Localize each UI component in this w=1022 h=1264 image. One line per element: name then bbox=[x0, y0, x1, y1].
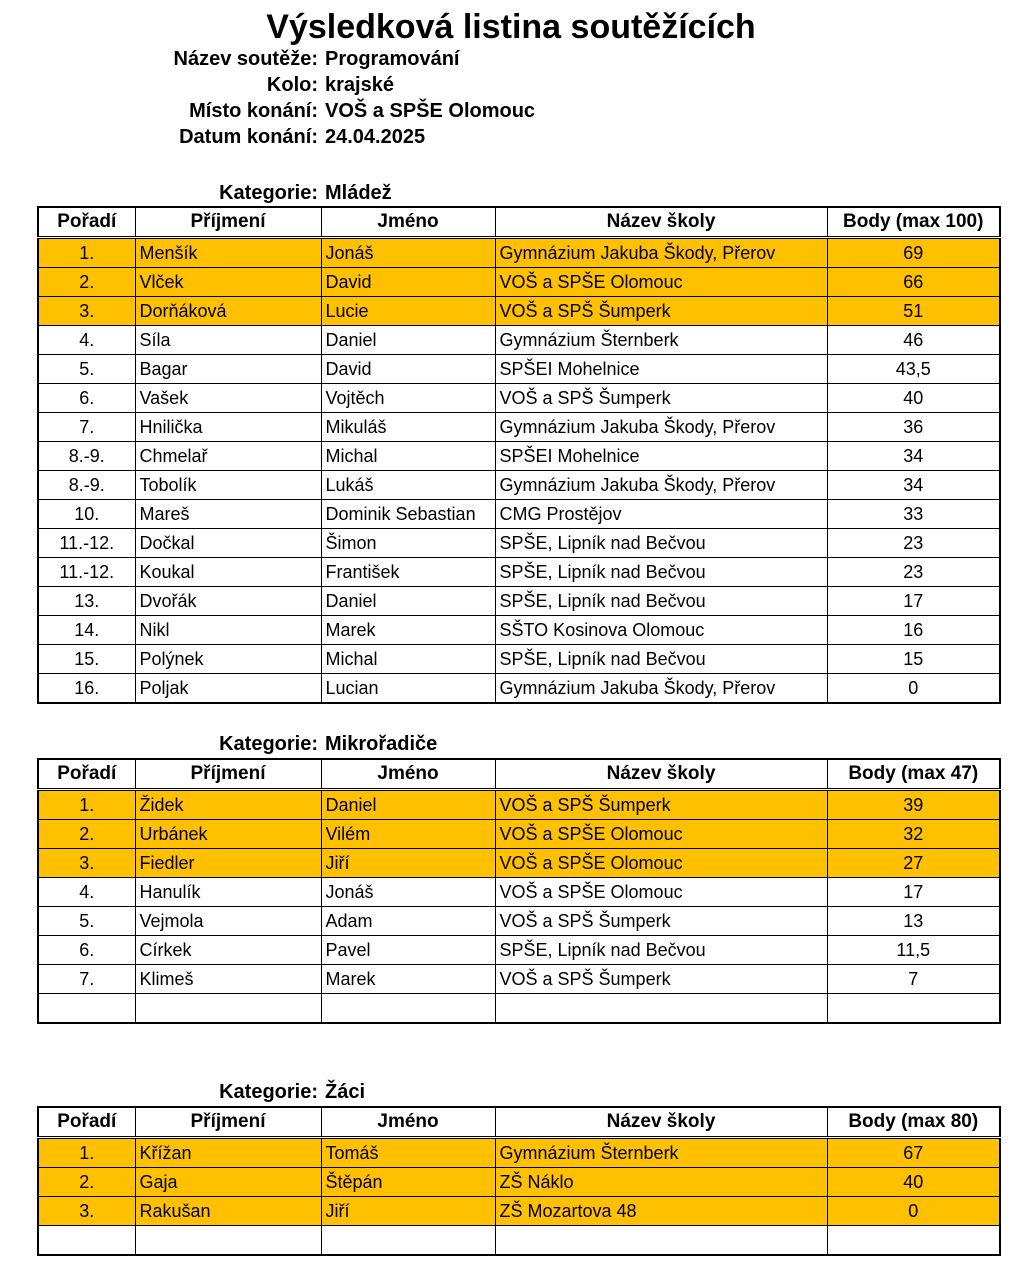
cell-name: Jonáš bbox=[321, 238, 495, 268]
cell-surname: Tobolík bbox=[135, 471, 321, 500]
header-name: Jméno bbox=[321, 1107, 495, 1138]
meta-value: Programování bbox=[325, 48, 460, 70]
cell-school: VOŠ a SPŠ Šumperk bbox=[495, 965, 827, 994]
cell-name: Dominik Sebastian bbox=[321, 500, 495, 529]
cell-rank: 5. bbox=[38, 907, 135, 936]
cell-surname: Vejmola bbox=[135, 907, 321, 936]
category-heading bbox=[0, 1079, 1022, 1105]
table-row bbox=[38, 1168, 1000, 1197]
table-row-empty bbox=[38, 994, 1000, 1024]
meta-row-date bbox=[0, 124, 1022, 150]
cell-school: Gymnázium Jakuba Škody, Přerov bbox=[495, 471, 827, 500]
cell-school: Gymnázium Jakuba Škody, Přerov bbox=[495, 238, 827, 268]
cell-school: ZŠ Náklo bbox=[495, 1168, 827, 1197]
cell-rank: 8.-9. bbox=[38, 471, 135, 500]
cell-points: 39 bbox=[827, 790, 1000, 820]
cell-rank: 1. bbox=[38, 790, 135, 820]
cell-points: 43,5 bbox=[827, 355, 1000, 384]
cell-surname: Koukal bbox=[135, 558, 321, 587]
cell-rank: 3. bbox=[38, 297, 135, 326]
cell-school: VOŠ a SPŠE Olomouc bbox=[495, 878, 827, 907]
category-name: Mikrořadiče bbox=[325, 733, 438, 755]
cell-rank: 1. bbox=[38, 238, 135, 268]
table-row bbox=[38, 820, 1000, 849]
cell-name: Mikuláš bbox=[321, 413, 495, 442]
table-row bbox=[38, 790, 1000, 820]
meta-label: Kolo: bbox=[266, 74, 318, 96]
table-row bbox=[38, 268, 1000, 297]
cell-points: 67 bbox=[827, 1138, 1000, 1168]
table-row bbox=[38, 326, 1000, 355]
header-school: Název školy bbox=[495, 759, 827, 790]
cell-school: SPŠE, Lipník nad Bečvou bbox=[495, 587, 827, 616]
table-row bbox=[38, 965, 1000, 994]
header-name: Jméno bbox=[321, 759, 495, 790]
table-row bbox=[38, 413, 1000, 442]
header-school: Název školy bbox=[495, 1107, 827, 1138]
meta-label: Místo konání: bbox=[189, 100, 318, 122]
meta-row-round bbox=[0, 72, 1022, 98]
cell-points: 0 bbox=[827, 1197, 1000, 1226]
cell-name: Lukáš bbox=[321, 471, 495, 500]
meta-label: Název soutěže: bbox=[173, 48, 318, 70]
cell-rank: 11.-12. bbox=[38, 558, 135, 587]
cell-points: 69 bbox=[827, 238, 1000, 268]
cell-surname: Poljak bbox=[135, 674, 321, 704]
cell-surname: Klimeš bbox=[135, 965, 321, 994]
cell-surname: Hnilička bbox=[135, 413, 321, 442]
cell-school: SPŠEI Mohelnice bbox=[495, 355, 827, 384]
empty-cell bbox=[827, 1226, 1000, 1256]
cell-rank: 5. bbox=[38, 355, 135, 384]
table-row bbox=[38, 297, 1000, 326]
cell-school: SPŠEI Mohelnice bbox=[495, 442, 827, 471]
category-name: Mládež bbox=[325, 182, 392, 204]
cell-school: Gymnázium Jakuba Škody, Přerov bbox=[495, 413, 827, 442]
table-row bbox=[38, 878, 1000, 907]
cell-school: VOŠ a SPŠ Šumperk bbox=[495, 297, 827, 326]
cell-rank: 6. bbox=[38, 384, 135, 413]
cell-school: VOŠ a SPŠE Olomouc bbox=[495, 820, 827, 849]
cell-points: 15 bbox=[827, 645, 1000, 674]
table-row-empty bbox=[38, 1226, 1000, 1256]
cell-points: 34 bbox=[827, 442, 1000, 471]
cell-rank: 15. bbox=[38, 645, 135, 674]
cell-rank: 3. bbox=[38, 849, 135, 878]
cell-points: 23 bbox=[827, 529, 1000, 558]
empty-cell bbox=[495, 994, 827, 1024]
meta-row-venue bbox=[0, 98, 1022, 124]
meta-value: VOŠ a SPŠE Olomouc bbox=[325, 100, 536, 122]
cell-surname: Křížan bbox=[135, 1138, 321, 1168]
cell-rank: 8.-9. bbox=[38, 442, 135, 471]
cell-school: SPŠE, Lipník nad Bečvou bbox=[495, 558, 827, 587]
cell-name: Jonáš bbox=[321, 878, 495, 907]
cell-school: VOŠ a SPŠ Šumperk bbox=[495, 790, 827, 820]
table-row bbox=[38, 1138, 1000, 1168]
cell-rank: 2. bbox=[38, 268, 135, 297]
header-rank: Pořadí bbox=[38, 1107, 135, 1138]
cell-surname: Vlček bbox=[135, 268, 321, 297]
meta-label: Datum konání: bbox=[179, 126, 318, 148]
cell-rank: 7. bbox=[38, 965, 135, 994]
header-points: Body (max 100) bbox=[827, 207, 1000, 238]
category-heading bbox=[0, 731, 1022, 757]
cell-name: Vilém bbox=[321, 820, 495, 849]
cell-school: Gymnázium Šternberk bbox=[495, 1138, 827, 1168]
cell-surname: Gaja bbox=[135, 1168, 321, 1197]
cell-points: 0 bbox=[827, 674, 1000, 704]
category-label: Kategorie: bbox=[219, 1081, 318, 1103]
header-points: Body (max 47) bbox=[827, 759, 1000, 790]
table-row bbox=[38, 907, 1000, 936]
cell-rank: 11.-12. bbox=[38, 529, 135, 558]
cell-school: ZŠ Mozartova 48 bbox=[495, 1197, 827, 1226]
cell-rank: 14. bbox=[38, 616, 135, 645]
cell-name: Daniel bbox=[321, 587, 495, 616]
cell-surname: Bagar bbox=[135, 355, 321, 384]
cell-surname: Církek bbox=[135, 936, 321, 965]
cell-points: 33 bbox=[827, 500, 1000, 529]
cell-points: 23 bbox=[827, 558, 1000, 587]
cell-surname: Dočkal bbox=[135, 529, 321, 558]
cell-name: Jiří bbox=[321, 1197, 495, 1226]
results-table-mladez bbox=[37, 206, 1001, 704]
cell-points: 34 bbox=[827, 471, 1000, 500]
table-row bbox=[38, 936, 1000, 965]
cell-name: Daniel bbox=[321, 790, 495, 820]
meta-row-competition bbox=[0, 46, 1022, 72]
cell-name: Marek bbox=[321, 616, 495, 645]
cell-surname: Židek bbox=[135, 790, 321, 820]
cell-school: VOŠ a SPŠ Šumperk bbox=[495, 384, 827, 413]
table-row bbox=[38, 616, 1000, 645]
cell-surname: Fiedler bbox=[135, 849, 321, 878]
cell-surname: Nikl bbox=[135, 616, 321, 645]
cell-rank: 6. bbox=[38, 936, 135, 965]
empty-cell bbox=[38, 1226, 135, 1256]
table-row bbox=[38, 558, 1000, 587]
cell-surname: Síla bbox=[135, 326, 321, 355]
cell-surname: Mareš bbox=[135, 500, 321, 529]
cell-name: Michal bbox=[321, 442, 495, 471]
category-label: Kategorie: bbox=[219, 733, 318, 755]
cell-points: 46 bbox=[827, 326, 1000, 355]
cell-rank: 2. bbox=[38, 820, 135, 849]
header-rank: Pořadí bbox=[38, 207, 135, 238]
header-points: Body (max 80) bbox=[827, 1107, 1000, 1138]
cell-name: Štěpán bbox=[321, 1168, 495, 1197]
cell-points: 40 bbox=[827, 1168, 1000, 1197]
cell-rank: 10. bbox=[38, 500, 135, 529]
cell-surname: Rakušan bbox=[135, 1197, 321, 1226]
cell-points: 36 bbox=[827, 413, 1000, 442]
empty-cell bbox=[827, 994, 1000, 1024]
cell-surname: Dorňáková bbox=[135, 297, 321, 326]
empty-cell bbox=[321, 994, 495, 1024]
header-name: Jméno bbox=[321, 207, 495, 238]
cell-points: 51 bbox=[827, 297, 1000, 326]
empty-cell bbox=[135, 1226, 321, 1256]
cell-rank: 2. bbox=[38, 1168, 135, 1197]
header-surname: Příjmení bbox=[135, 1107, 321, 1138]
table-row bbox=[38, 355, 1000, 384]
table-row bbox=[38, 500, 1000, 529]
cell-points: 17 bbox=[827, 878, 1000, 907]
category-heading bbox=[0, 180, 1022, 206]
table-row bbox=[38, 471, 1000, 500]
cell-points: 11,5 bbox=[827, 936, 1000, 965]
cell-rank: 4. bbox=[38, 326, 135, 355]
cell-surname: Menšík bbox=[135, 238, 321, 268]
category-label: Kategorie: bbox=[219, 182, 318, 204]
cell-school: VOŠ a SPŠE Olomouc bbox=[495, 268, 827, 297]
cell-points: 17 bbox=[827, 587, 1000, 616]
cell-points: 7 bbox=[827, 965, 1000, 994]
cell-surname: Chmelař bbox=[135, 442, 321, 471]
cell-name: Adam bbox=[321, 907, 495, 936]
cell-rank: 13. bbox=[38, 587, 135, 616]
cell-school: CMG Prostějov bbox=[495, 500, 827, 529]
header-school: Název školy bbox=[495, 207, 827, 238]
cell-name: Jiří bbox=[321, 849, 495, 878]
cell-school: Gymnázium Jakuba Škody, Přerov bbox=[495, 674, 827, 704]
meta-value: 24.04.2025 bbox=[325, 126, 426, 148]
cell-name: Daniel bbox=[321, 326, 495, 355]
cell-points: 13 bbox=[827, 907, 1000, 936]
empty-cell bbox=[495, 1226, 827, 1256]
cell-name: Pavel bbox=[321, 936, 495, 965]
cell-school: VOŠ a SPŠE Olomouc bbox=[495, 849, 827, 878]
cell-name: David bbox=[321, 268, 495, 297]
cell-surname: Hanulík bbox=[135, 878, 321, 907]
table-row bbox=[38, 849, 1000, 878]
cell-points: 27 bbox=[827, 849, 1000, 878]
cell-rank: 4. bbox=[38, 878, 135, 907]
cell-name: David bbox=[321, 355, 495, 384]
cell-rank: 1. bbox=[38, 1138, 135, 1168]
header-rank: Pořadí bbox=[38, 759, 135, 790]
cell-surname: Polýnek bbox=[135, 645, 321, 674]
cell-school: SPŠE, Lipník nad Bečvou bbox=[495, 645, 827, 674]
cell-school: SŠTO Kosinova Olomouc bbox=[495, 616, 827, 645]
cell-name: Lucian bbox=[321, 674, 495, 704]
table-row bbox=[38, 645, 1000, 674]
cell-school: Gymnázium Šternberk bbox=[495, 326, 827, 355]
cell-rank: 3. bbox=[38, 1197, 135, 1226]
cell-name: Michal bbox=[321, 645, 495, 674]
cell-school: SPŠE, Lipník nad Bečvou bbox=[495, 529, 827, 558]
cell-name: František bbox=[321, 558, 495, 587]
empty-cell bbox=[38, 994, 135, 1024]
cell-name: Tomáš bbox=[321, 1138, 495, 1168]
cell-points: 66 bbox=[827, 268, 1000, 297]
cell-name: Lucie bbox=[321, 297, 495, 326]
table-row bbox=[38, 384, 1000, 413]
meta-value: krajské bbox=[325, 74, 394, 96]
page-title: Výsledková listina soutěžících bbox=[266, 8, 756, 46]
table-row bbox=[38, 442, 1000, 471]
cell-points: 16 bbox=[827, 616, 1000, 645]
cell-surname: Dvořák bbox=[135, 587, 321, 616]
cell-name: Šimon bbox=[321, 529, 495, 558]
cell-name: Vojtěch bbox=[321, 384, 495, 413]
empty-cell bbox=[135, 994, 321, 1024]
table-row bbox=[38, 238, 1000, 268]
table-header-row bbox=[38, 759, 1000, 790]
table-row bbox=[38, 1197, 1000, 1226]
header-surname: Příjmení bbox=[135, 759, 321, 790]
cell-school: VOŠ a SPŠ Šumperk bbox=[495, 907, 827, 936]
table-row bbox=[38, 529, 1000, 558]
cell-rank: 16. bbox=[38, 674, 135, 704]
cell-school: SPŠE, Lipník nad Bečvou bbox=[495, 936, 827, 965]
category-name: Žáci bbox=[325, 1081, 366, 1103]
table-header-row bbox=[38, 1107, 1000, 1138]
header-surname: Příjmení bbox=[135, 207, 321, 238]
empty-cell bbox=[321, 1226, 495, 1256]
table-row bbox=[38, 587, 1000, 616]
table-header-row bbox=[38, 207, 1000, 238]
cell-name: Marek bbox=[321, 965, 495, 994]
table-row bbox=[38, 674, 1000, 704]
cell-rank: 7. bbox=[38, 413, 135, 442]
cell-surname: Urbánek bbox=[135, 820, 321, 849]
cell-points: 32 bbox=[827, 820, 1000, 849]
results-table-mikroradice bbox=[37, 758, 1001, 1024]
cell-surname: Vašek bbox=[135, 384, 321, 413]
results-table-zaci bbox=[37, 1106, 1001, 1256]
cell-points: 40 bbox=[827, 384, 1000, 413]
